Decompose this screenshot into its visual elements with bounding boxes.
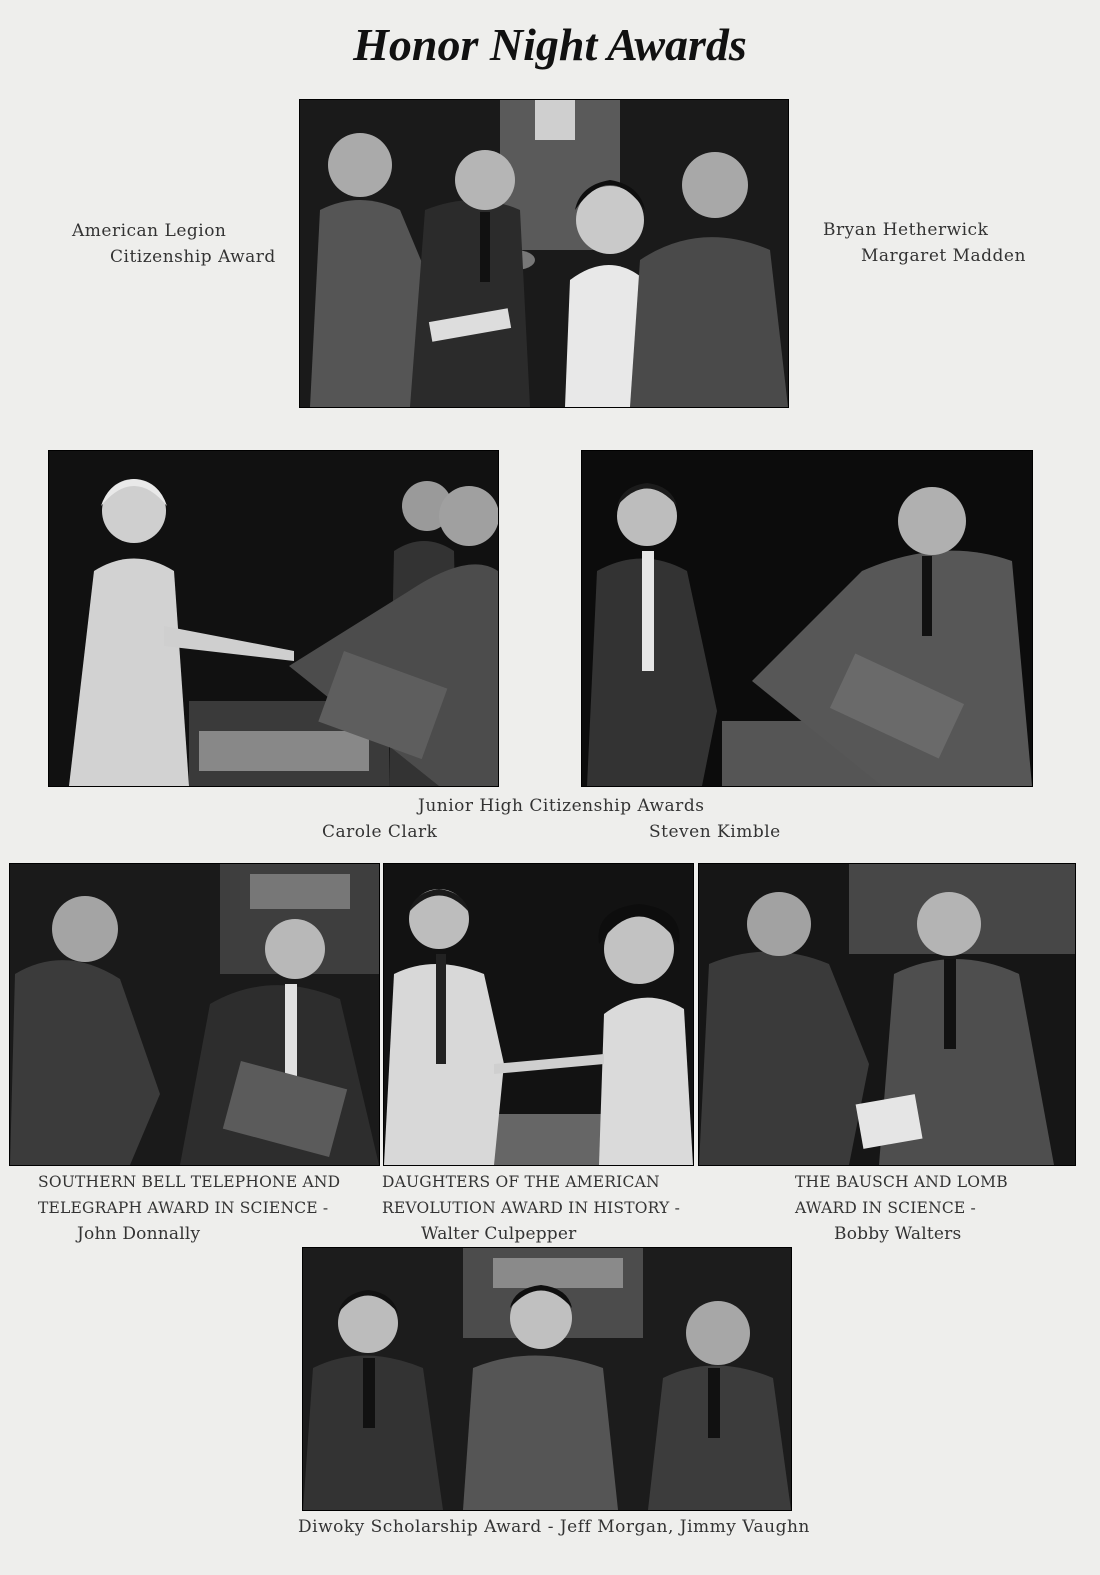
photo-carole-clark <box>48 450 499 787</box>
award-name-line: American Legion <box>72 221 227 241</box>
award-name-line: DAUGHTERS OF THE AMERICAN <box>382 1173 660 1191</box>
award-name-line: THE BAUSCH AND LOMB <box>795 1173 1008 1191</box>
caption-bausch-lomb-award <box>795 1169 1008 1247</box>
recipient-name: Margaret Madden <box>861 246 1026 266</box>
recipient-name: Bobby Walters <box>834 1224 962 1244</box>
caption-diwoky-scholarship <box>298 1514 810 1540</box>
photo-diwoky-scholarship <box>302 1247 792 1511</box>
recipient-name: Steven Kimble <box>649 822 781 842</box>
award-name-line: AWARD IN SCIENCE - <box>795 1199 976 1217</box>
recipient-name: Carole Clark <box>322 822 438 842</box>
award-name-line: SOUTHERN BELL TELEPHONE AND <box>38 1173 341 1191</box>
caption-american-legion-award <box>72 218 276 270</box>
award-name-line: TELEGRAPH AWARD IN SCIENCE - <box>38 1199 329 1217</box>
recipient-name: John Donnally <box>77 1224 201 1244</box>
award-name-line: Citizenship Award <box>110 247 276 267</box>
award-caption: Diwoky Scholarship Award - Jeff Morgan, Jimmy Vaughn <box>298 1517 810 1537</box>
recipient-name: Bryan Hetherwick <box>823 220 989 240</box>
caption-dar-award <box>382 1169 680 1247</box>
photo-american-legion-award <box>299 99 789 408</box>
recipient-carole-clark <box>322 819 437 845</box>
caption-american-legion-recipients <box>823 217 1026 269</box>
recipient-name: Walter Culpepper <box>421 1224 577 1244</box>
caption-southern-bell-award <box>38 1169 340 1247</box>
caption-junior-high-award <box>418 793 704 819</box>
photo-steven-kimble <box>581 450 1033 787</box>
award-name-line: REVOLUTION AWARD IN HISTORY - <box>382 1199 681 1217</box>
award-name: Junior High Citizenship Awards <box>418 796 705 816</box>
photo-walter-culpepper <box>383 863 694 1166</box>
photo-bobby-walters <box>698 863 1076 1166</box>
photo-john-donnally <box>9 863 380 1166</box>
page-title: Honor Night Awards <box>353 19 747 70</box>
recipient-steven-kimble <box>649 819 781 845</box>
